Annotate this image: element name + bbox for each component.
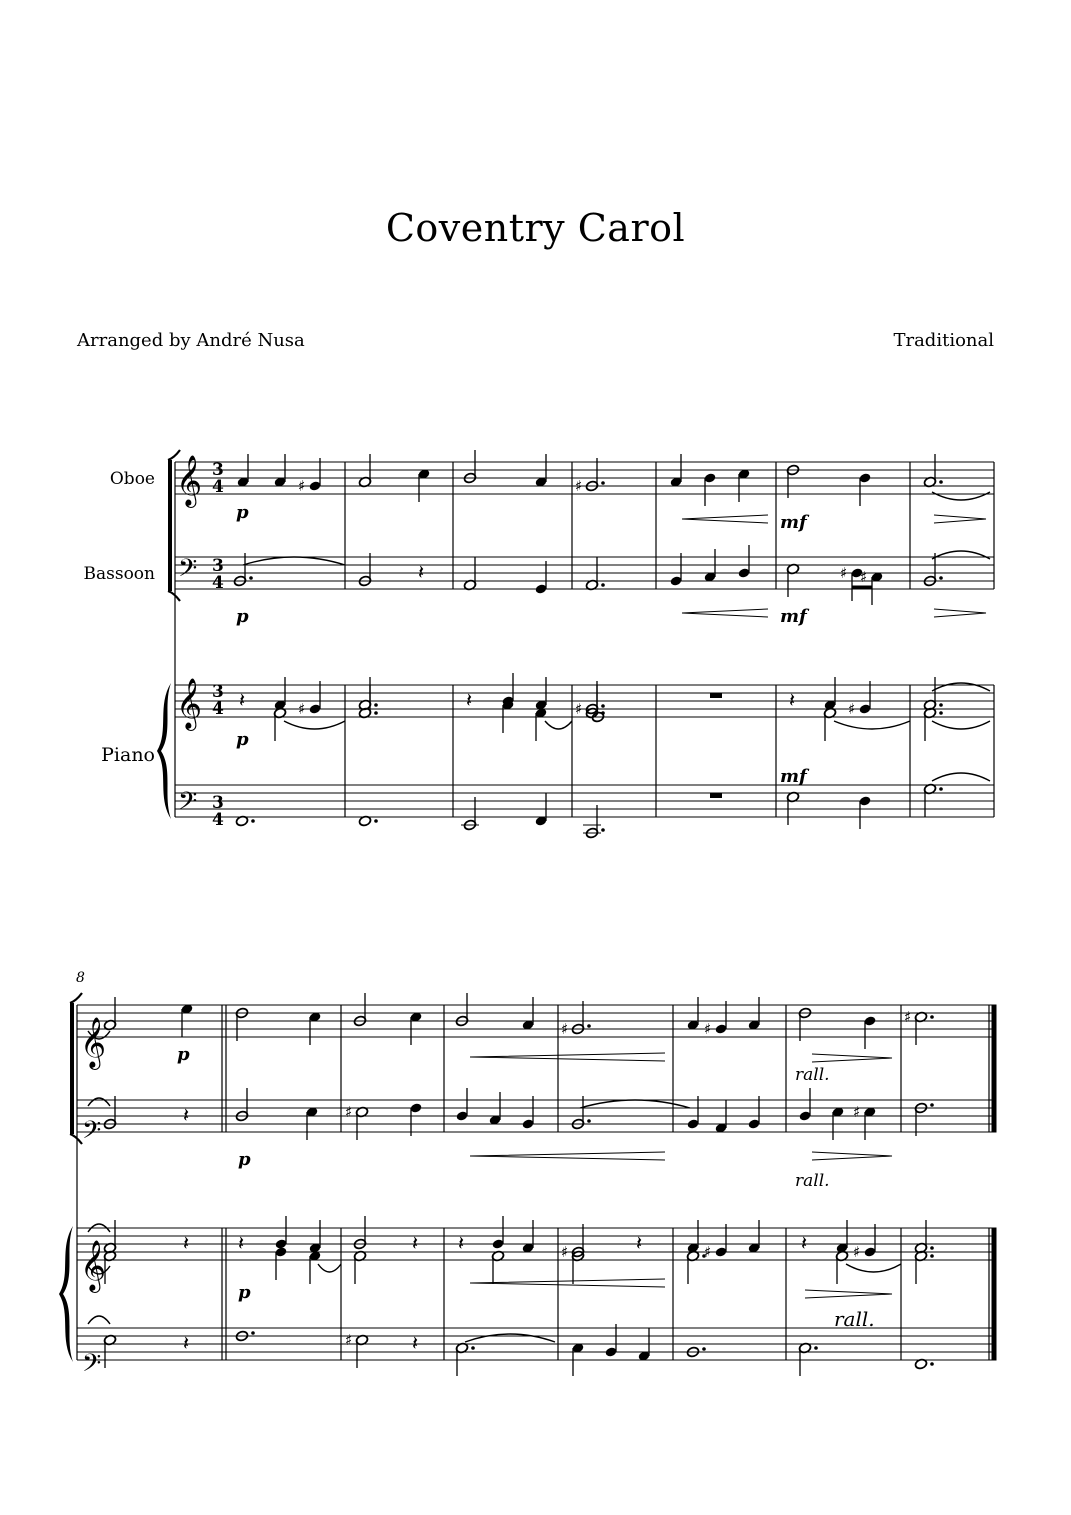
sharp-icon: ♯ bbox=[298, 477, 306, 495]
note-dot bbox=[930, 1254, 934, 1258]
note bbox=[864, 1015, 877, 1049]
note bbox=[274, 677, 287, 711]
svg-text:3: 3 bbox=[212, 682, 224, 702]
arranger-credit: Arranged by André Nusa bbox=[77, 330, 305, 351]
note bbox=[235, 1088, 248, 1122]
note bbox=[835, 1250, 848, 1284]
crescendo-hairpin bbox=[470, 1152, 665, 1160]
slur bbox=[846, 1264, 901, 1272]
sharp-icon: ♯ bbox=[848, 700, 856, 718]
note bbox=[309, 1250, 322, 1284]
crescendo-hairpin bbox=[470, 1279, 665, 1287]
note bbox=[738, 468, 751, 502]
quarter-rest-icon: 𝄽 bbox=[183, 1231, 190, 1255]
bracket-bar bbox=[70, 1003, 74, 1134]
note-dot bbox=[251, 1331, 255, 1335]
instrument-label-bassoon: Bassoon bbox=[83, 564, 155, 584]
note bbox=[605, 1324, 618, 1358]
whole-rest bbox=[710, 793, 722, 798]
note-dot bbox=[601, 583, 605, 587]
quarter-rest-icon: 𝄽 bbox=[801, 1231, 808, 1255]
staff-lines bbox=[77, 462, 994, 1360]
note-dot bbox=[601, 828, 605, 832]
slur bbox=[243, 557, 345, 565]
note bbox=[571, 1096, 590, 1130]
note bbox=[345, 1103, 369, 1140]
note bbox=[522, 1096, 535, 1130]
note bbox=[786, 563, 799, 597]
note-dot bbox=[930, 1246, 934, 1250]
note bbox=[463, 557, 476, 591]
note-dot bbox=[939, 576, 943, 580]
sharp-icon: ♯ bbox=[840, 564, 848, 582]
note bbox=[358, 553, 371, 587]
note bbox=[704, 1001, 727, 1038]
sharp-icon: ♯ bbox=[561, 1020, 569, 1038]
slur bbox=[932, 683, 990, 691]
note bbox=[410, 1102, 423, 1136]
sharp-icon: ♯ bbox=[561, 1243, 569, 1261]
note-dot bbox=[471, 1346, 475, 1350]
sharp-icon: ♯ bbox=[345, 1103, 353, 1121]
dynamic-p-oboe: p bbox=[177, 1044, 190, 1065]
crescendo-hairpin bbox=[682, 609, 768, 617]
quarter-rest-icon: 𝄽 bbox=[412, 1331, 419, 1355]
note bbox=[309, 1011, 322, 1045]
instrument-label-oboe: Oboe bbox=[109, 469, 155, 489]
composer-credit: Traditional bbox=[893, 330, 994, 351]
note bbox=[306, 1106, 319, 1140]
note-dot bbox=[374, 711, 378, 715]
whole-rest bbox=[710, 693, 722, 698]
dynamic-mf-piano: mf bbox=[780, 766, 807, 787]
note bbox=[455, 993, 468, 1027]
sharp-icon: ♯ bbox=[704, 1243, 712, 1261]
note bbox=[923, 783, 942, 817]
decrescendo-hairpin bbox=[934, 609, 986, 617]
slur bbox=[88, 1098, 110, 1106]
quarter-rest-icon: 𝄽 bbox=[466, 688, 473, 712]
note bbox=[832, 1106, 845, 1140]
expression-marks bbox=[88, 492, 990, 1342]
note-dot bbox=[939, 711, 943, 715]
note bbox=[353, 993, 366, 1027]
note-dot bbox=[930, 1103, 934, 1107]
quarter-rest-icon: 𝄽 bbox=[458, 1231, 465, 1255]
decrescendo-hairpin bbox=[934, 515, 986, 523]
note bbox=[836, 1220, 849, 1254]
slur bbox=[932, 721, 990, 729]
treble-clef-icon: 𝄞 bbox=[176, 678, 203, 729]
sharp-icon: ♯ bbox=[853, 1103, 861, 1121]
sharp-icon: ♯ bbox=[575, 477, 583, 495]
note bbox=[418, 468, 431, 502]
time-signature-bassoon bbox=[212, 556, 224, 593]
note bbox=[535, 561, 548, 595]
svg-text:4: 4 bbox=[212, 810, 224, 830]
note-dot bbox=[251, 819, 255, 823]
note bbox=[798, 1342, 817, 1376]
note bbox=[715, 1100, 728, 1134]
dynamic-p-bassoon: p bbox=[236, 606, 249, 627]
note bbox=[687, 1096, 700, 1130]
note bbox=[799, 1088, 812, 1122]
note bbox=[535, 707, 548, 741]
note bbox=[824, 677, 837, 711]
note bbox=[923, 454, 942, 488]
note bbox=[275, 1216, 288, 1250]
note-dot bbox=[587, 1024, 591, 1028]
barlines bbox=[77, 462, 996, 1360]
dynamic-p-piano: p bbox=[238, 1282, 251, 1303]
sharp-icon: ♯ bbox=[575, 700, 583, 718]
slur bbox=[834, 721, 910, 729]
note bbox=[237, 454, 250, 488]
note-dot bbox=[930, 1362, 934, 1366]
note bbox=[859, 795, 872, 829]
note bbox=[923, 677, 942, 711]
note bbox=[914, 1250, 933, 1284]
bass-clef-icon: 𝄢 bbox=[82, 1349, 102, 1384]
measure-number: 8 bbox=[76, 970, 85, 986]
note bbox=[848, 681, 871, 718]
bass-clef-icon: 𝄢 bbox=[178, 787, 198, 822]
dynamic-mf-bassoon: mf bbox=[780, 606, 807, 627]
quarter-rest-icon: 𝄽 bbox=[183, 1331, 190, 1355]
note bbox=[535, 677, 548, 711]
quarter-rest-icon: 𝄽 bbox=[238, 1231, 245, 1255]
quarter-rest-icon: 𝄽 bbox=[636, 1231, 643, 1255]
sharp-icon: ♯ bbox=[904, 1008, 912, 1026]
note bbox=[181, 1003, 194, 1037]
crescendo-hairpin bbox=[470, 1053, 665, 1061]
note bbox=[572, 1342, 585, 1376]
note bbox=[273, 707, 286, 741]
note bbox=[345, 1331, 369, 1368]
final-barline-thick bbox=[992, 1228, 996, 1360]
note bbox=[786, 791, 799, 825]
final-barline-thick bbox=[992, 1005, 996, 1132]
quarter-rest-icon: 𝄽 bbox=[789, 688, 796, 712]
note bbox=[489, 1092, 502, 1126]
slur bbox=[932, 773, 990, 781]
note bbox=[904, 1008, 934, 1045]
note-dot bbox=[939, 787, 943, 791]
slur bbox=[545, 721, 572, 729]
crescendo-hairpin bbox=[682, 515, 768, 523]
note bbox=[233, 553, 252, 587]
note bbox=[561, 1001, 591, 1038]
time-signature-oboe bbox=[212, 460, 224, 497]
note-dot bbox=[702, 1347, 706, 1351]
bracket-hook bbox=[70, 1134, 82, 1144]
decrescendo-hairpin bbox=[812, 1152, 892, 1160]
note bbox=[670, 553, 683, 587]
sharp-icon: ♯ bbox=[298, 700, 306, 718]
note bbox=[410, 1011, 423, 1045]
quarter-rest-icon: 𝄽 bbox=[412, 1231, 419, 1255]
treble-clef-icon: 𝄞 bbox=[80, 1017, 107, 1068]
note bbox=[748, 1220, 761, 1254]
treble-clef-icon: 𝄞 bbox=[176, 455, 203, 506]
note bbox=[914, 1102, 933, 1136]
note bbox=[309, 1220, 322, 1254]
note bbox=[571, 1250, 584, 1284]
svg-text:3: 3 bbox=[212, 793, 224, 813]
note bbox=[575, 458, 605, 495]
note bbox=[859, 472, 872, 506]
note bbox=[353, 1216, 366, 1250]
bass-clef-icon: 𝄢 bbox=[178, 554, 198, 589]
slur bbox=[932, 492, 990, 500]
note bbox=[704, 549, 717, 583]
sharp-icon: ♯ bbox=[704, 1020, 712, 1038]
bass-clef-icon: 𝄢 bbox=[82, 1116, 102, 1151]
sharp-icon: ♯ bbox=[853, 1243, 861, 1261]
note-dot bbox=[601, 481, 605, 485]
note bbox=[738, 545, 751, 579]
note bbox=[491, 1250, 504, 1284]
slur bbox=[932, 551, 990, 559]
decrescendo-hairpin bbox=[812, 1054, 892, 1062]
svg-text:4: 4 bbox=[212, 699, 224, 719]
note bbox=[535, 454, 548, 488]
note-dot bbox=[939, 480, 943, 484]
note-dot bbox=[814, 1346, 818, 1350]
sharp-icon: ♯ bbox=[345, 1331, 353, 1349]
note bbox=[298, 458, 321, 495]
note bbox=[823, 707, 836, 741]
note bbox=[522, 997, 535, 1031]
note-dot bbox=[939, 703, 943, 707]
rall-oboe: rall. bbox=[795, 1065, 830, 1085]
piano-brace bbox=[59, 1226, 73, 1362]
note bbox=[274, 454, 287, 488]
note bbox=[585, 557, 604, 591]
note bbox=[463, 450, 476, 484]
note bbox=[522, 1220, 535, 1254]
note bbox=[298, 681, 321, 718]
time-signature-piano-bass bbox=[212, 793, 224, 830]
note bbox=[103, 1334, 116, 1368]
svg-text:4: 4 bbox=[212, 573, 224, 593]
treble-clef-icon: 𝄞 bbox=[80, 1240, 107, 1291]
dynamic-p-piano: p bbox=[236, 729, 249, 750]
note bbox=[686, 1250, 705, 1284]
note bbox=[275, 1246, 288, 1280]
note bbox=[853, 1103, 876, 1140]
note bbox=[914, 1220, 933, 1254]
dynamic-mf-oboe: mf bbox=[780, 512, 807, 533]
note-dot bbox=[601, 704, 605, 708]
note bbox=[455, 1342, 474, 1376]
note bbox=[853, 1224, 876, 1261]
time-signature-piano-treble bbox=[212, 682, 224, 719]
bracket-hook bbox=[70, 993, 82, 1003]
note bbox=[358, 677, 377, 711]
instrument-label-piano: Piano bbox=[101, 744, 155, 766]
piano-brace bbox=[157, 683, 171, 819]
note-dot bbox=[930, 1015, 934, 1019]
note bbox=[235, 1007, 248, 1041]
note bbox=[687, 1220, 700, 1254]
note bbox=[748, 1096, 761, 1130]
note bbox=[687, 997, 700, 1031]
note bbox=[353, 1250, 366, 1284]
note-dot bbox=[374, 703, 378, 707]
note bbox=[358, 454, 371, 488]
rall-piano: rall. bbox=[834, 1307, 875, 1331]
note-dot bbox=[249, 576, 253, 580]
note bbox=[502, 699, 515, 733]
note bbox=[583, 805, 605, 839]
note bbox=[492, 1216, 505, 1250]
quarter-rest-icon: 𝄽 bbox=[418, 560, 425, 584]
slur bbox=[284, 721, 345, 729]
dynamic-p-oboe: p bbox=[236, 502, 249, 523]
slur bbox=[465, 1334, 555, 1342]
bracket-hook bbox=[168, 591, 180, 601]
note bbox=[670, 454, 683, 488]
note bbox=[798, 1007, 811, 1041]
rall-bassoon: rall. bbox=[795, 1171, 830, 1191]
note-dot bbox=[587, 1119, 591, 1123]
note bbox=[786, 464, 799, 498]
svg-text:3: 3 bbox=[212, 460, 224, 480]
slur bbox=[318, 1264, 341, 1272]
quarter-rest-icon: 𝄽 bbox=[183, 1103, 190, 1127]
bracket-bar bbox=[168, 460, 172, 591]
svg-text:3: 3 bbox=[212, 556, 224, 576]
note bbox=[535, 793, 548, 827]
decrescendo-hairpin bbox=[805, 1290, 892, 1298]
slur bbox=[88, 1316, 110, 1324]
svg-text:4: 4 bbox=[212, 477, 224, 497]
dynamic-p-bassoon: p bbox=[238, 1149, 251, 1170]
note-dot bbox=[374, 819, 378, 823]
note bbox=[704, 1224, 727, 1261]
note bbox=[704, 472, 717, 506]
note bbox=[638, 1328, 651, 1362]
note bbox=[456, 1088, 469, 1122]
page-title: Coventry Carol bbox=[385, 206, 686, 250]
quarter-rest-icon: 𝄽 bbox=[239, 688, 246, 712]
note bbox=[461, 797, 479, 831]
sharp-icon: ♯ bbox=[860, 568, 868, 586]
note bbox=[748, 997, 761, 1031]
